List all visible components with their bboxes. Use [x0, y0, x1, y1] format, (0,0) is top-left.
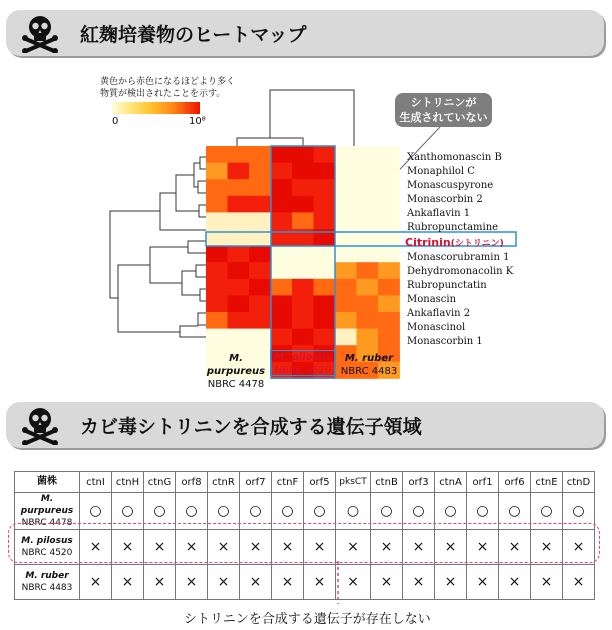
- gene-presence-cell: ×: [176, 530, 208, 565]
- heatmap-cell: [292, 212, 314, 229]
- gene-presence-cell: ×: [304, 565, 336, 600]
- gene-header: pksCT: [336, 472, 371, 493]
- section-banner-gene-region: [6, 402, 604, 448]
- row-dendrogram-branch: [194, 163, 200, 187]
- gene-presence-cell: ×: [80, 530, 112, 565]
- heatmap-cell: [314, 279, 336, 296]
- heatmap-cell: [228, 196, 250, 213]
- row-label: Ankaflavin 1: [407, 208, 471, 219]
- row-dendrogram-branch: [182, 271, 200, 295]
- heatmap-cell: [335, 329, 357, 346]
- heatmap-cell: [228, 163, 250, 180]
- heatmap-cell: [249, 196, 271, 213]
- heatmap-cell: [271, 246, 293, 263]
- heatmap-cell: [314, 146, 336, 163]
- heatmap-cell: [228, 312, 250, 329]
- heatmap-cell: [271, 279, 293, 296]
- gene-presence-cell: ×: [531, 530, 563, 565]
- strain-id: NBRC 4520: [21, 548, 73, 558]
- gene-header: orf8: [176, 472, 208, 493]
- gene-presence-cell: ×: [467, 530, 499, 565]
- gene-presence-cell: ×: [272, 565, 304, 600]
- heatmap-cell: [228, 246, 250, 263]
- heatmap-cell: [271, 212, 293, 229]
- gene-header: ctnB: [371, 472, 403, 493]
- heatmap-cell: [314, 196, 336, 213]
- heatmap-cell: [249, 279, 271, 296]
- gene-header: ctnD: [563, 472, 595, 493]
- heatmap-cell: [335, 212, 357, 229]
- gene-presence-cell: ×: [208, 530, 240, 565]
- heatmap-cell: [228, 179, 250, 196]
- gene-header: ctnH: [112, 472, 144, 493]
- heatmap-cell: [249, 295, 271, 312]
- gene-presence-cell: ×: [563, 530, 595, 565]
- heatmap-cell: [206, 212, 228, 229]
- pilosus-highlight-dashed-box: [8, 523, 600, 563]
- column-header-purpureus: [200, 352, 272, 391]
- gene-presence-cell: ×: [112, 565, 144, 600]
- row-label: Monascorbin 2: [407, 194, 483, 205]
- heatmap-cell: [228, 212, 250, 229]
- gene-table-header-row: [15, 472, 595, 493]
- strain-id: NBRC 4520: [274, 365, 332, 376]
- gene-presence-cell: ○: [144, 493, 176, 530]
- row-label: Monascin: [407, 294, 457, 305]
- gene-presence-cell: ×: [467, 565, 499, 600]
- row-label: Dehydromonacolin K: [407, 266, 514, 277]
- heatmap-cell: [357, 246, 379, 263]
- skull-crossbones-icon: [20, 405, 60, 445]
- heatmap-cell: [271, 312, 293, 329]
- heatmap-cell: [271, 163, 293, 180]
- heatmap-cell: [335, 295, 357, 312]
- row-label: Monascorubramin 1: [407, 252, 510, 263]
- row-dendrogram-branch: [200, 157, 206, 169]
- gene-presence-cell: ×: [499, 565, 531, 600]
- section-title: 紅麹培養物のヒートマップ: [80, 24, 307, 46]
- gene-presence-cell: ○: [240, 493, 272, 530]
- heatmap-cell: [228, 262, 250, 279]
- heatmap-cell: [206, 163, 228, 180]
- column-header-ruber: [336, 352, 402, 378]
- heatmap-cell: [249, 262, 271, 279]
- heatmap-cell: [335, 163, 357, 180]
- gene-presence-cell: ×: [144, 565, 176, 600]
- gene-presence-cell: ×: [336, 530, 371, 565]
- heatmap-cell: [271, 262, 293, 279]
- table-row: [15, 565, 595, 600]
- row-label: Xanthomonascin B: [407, 152, 502, 163]
- heatmap-cell: [378, 295, 400, 312]
- heatmap-cell: [206, 279, 228, 296]
- gene-header: orf5: [304, 472, 336, 493]
- species-name: M. purpureus: [20, 494, 74, 516]
- gene-header: ctnR: [208, 472, 240, 493]
- color-scale-max: 10⁸: [189, 116, 206, 127]
- heatmap-cell: [378, 312, 400, 329]
- heatmap-cell: [357, 146, 379, 163]
- heatmap-cell: [314, 179, 336, 196]
- gene-header: ctnF: [272, 472, 304, 493]
- heatmap-cell: [271, 179, 293, 196]
- species-name: M. pilosus: [21, 536, 73, 546]
- heatmap-cell: [335, 262, 357, 279]
- gene-presence-cell: ○: [336, 493, 371, 530]
- gene-header: orf7: [240, 472, 272, 493]
- gene-presence-cell: ×: [176, 565, 208, 600]
- row-label: Monaphilol C: [407, 166, 475, 177]
- heatmap-cell: [357, 312, 379, 329]
- gene-presence-cell: ×: [304, 530, 336, 565]
- heatmap-cell: [357, 196, 379, 213]
- gene-presence-cell: ×: [499, 530, 531, 565]
- section-banner-heatmap: [6, 10, 604, 56]
- heatmap-cell: [206, 295, 228, 312]
- heatmap-cell: [271, 196, 293, 213]
- color-scale-min: 0: [112, 116, 119, 127]
- heatmap-cell: [228, 279, 250, 296]
- gene-presence-cell: ○: [563, 493, 595, 530]
- row-label: Ankaflavin 2: [407, 308, 471, 319]
- heatmap-cell: [292, 146, 314, 163]
- strain-cell: [15, 565, 80, 600]
- gene-presence-cell: ×: [272, 530, 304, 565]
- heatmap-cell: [292, 279, 314, 296]
- gene-absence-note: シトリニンを合成する遺伝子が存在しない: [184, 612, 431, 627]
- gene-presence-cell: ×: [563, 565, 595, 600]
- heatmap-cell: [271, 295, 293, 312]
- row-dendrogram-branch: [198, 313, 206, 325]
- heatmap-cell: [378, 196, 400, 213]
- gene-presence-cell: ×: [435, 530, 467, 565]
- heatmap-cell: [249, 163, 271, 180]
- gene-presence-cell: ○: [208, 493, 240, 530]
- gene-presence-cell: ○: [176, 493, 208, 530]
- heatmap-cell: [314, 163, 336, 180]
- heatmap-cell: [292, 196, 314, 213]
- heatmap-cell: [335, 279, 357, 296]
- callout-line: シトリニンが: [410, 96, 477, 109]
- strain-id: NBRC 4478: [207, 379, 265, 390]
- gene-presence-cell: ○: [112, 493, 144, 530]
- row-label: Rubropunctamine: [407, 222, 499, 233]
- gene-presence-cell: ○: [403, 493, 435, 530]
- heatmap-cell: [378, 246, 400, 263]
- gene-presence-cell: ×: [336, 565, 371, 600]
- heatmap-cell: [357, 212, 379, 229]
- heatmap-cell: [314, 295, 336, 312]
- citrinin-label: Citrinin: [405, 236, 451, 249]
- heatmap-cell: [228, 295, 250, 312]
- heatmap-cell: [206, 329, 228, 346]
- heatmap-cell: [249, 212, 271, 229]
- gene-presence-cell: ×: [403, 530, 435, 565]
- row-label: Monascorbin 1: [407, 336, 483, 347]
- heatmap-cell: [378, 262, 400, 279]
- heatmap-cell: [335, 312, 357, 329]
- skull-crossbones-icon: [20, 13, 60, 53]
- gene-presence-cell: ○: [435, 493, 467, 530]
- heatmap-cell: [292, 246, 314, 263]
- gene-presence-cell: ×: [240, 530, 272, 565]
- gene-header: ctnG: [144, 472, 176, 493]
- heatmap-cell: [292, 163, 314, 180]
- row-dendrogram-branch: [176, 175, 199, 211]
- gene-presence-cell: ○: [499, 493, 531, 530]
- gene-header: ctnE: [531, 472, 563, 493]
- row-dendrogram-branch: [200, 289, 206, 301]
- heatmap-cell: [206, 312, 228, 329]
- row-dendrogram-branch: [198, 181, 206, 193]
- heatmap-cell: [378, 279, 400, 296]
- heatmap-cell: [314, 246, 336, 263]
- heatmap-cell: [314, 329, 336, 346]
- gene-presence-cell: ○: [272, 493, 304, 530]
- col-dendrogram-branch: [237, 138, 303, 146]
- heatmap-cell: [378, 163, 400, 180]
- row-dendrogram-branch: [188, 241, 206, 253]
- heatmap-cell: [249, 179, 271, 196]
- heatmap-cell: [314, 262, 336, 279]
- gene-presence-cell: ○: [467, 493, 499, 530]
- species-name: M. ruber: [25, 571, 69, 581]
- strain-id: NBRC 4483: [21, 583, 73, 593]
- gene-presence-cell: ○: [304, 493, 336, 530]
- heatmap-cell: [378, 329, 400, 346]
- heatmap-cell: [271, 146, 293, 163]
- gene-header: orf6: [499, 472, 531, 493]
- heatmap-cell: [335, 196, 357, 213]
- gene-presence-cell: ×: [144, 530, 176, 565]
- heatmap-cell: [292, 312, 314, 329]
- heatmap-cell: [206, 179, 228, 196]
- gene-header: ctnI: [80, 472, 112, 493]
- gene-presence-cell: ×: [112, 530, 144, 565]
- heatmap-cell: [249, 146, 271, 163]
- gene-presence-cell: ×: [208, 565, 240, 600]
- legend-caption-line: 物質が検出されたことを示す。: [100, 89, 226, 99]
- gene-presence-cell: ○: [80, 493, 112, 530]
- heatmap-cell: [357, 163, 379, 180]
- species-name: M. pilosus: [274, 352, 332, 363]
- heatmap-cell: [292, 329, 314, 346]
- heatmap-cell: [249, 329, 271, 346]
- heatmap-cell: [335, 246, 357, 263]
- species-name: M. ruber: [344, 353, 394, 364]
- heatmap-cell: [357, 295, 379, 312]
- heatmap-cell: [378, 146, 400, 163]
- heatmap-cell: [249, 312, 271, 329]
- species-name: M. purpureus: [206, 353, 266, 377]
- column-header-pilosus: [270, 350, 336, 376]
- strain-id: NBRC 4483: [340, 366, 398, 377]
- callout-line: 生成されていない: [399, 111, 488, 124]
- strain-id: NBRC 4478: [21, 518, 73, 528]
- heatmap-cell: [206, 146, 228, 163]
- heatmap-cell: [292, 295, 314, 312]
- row-label: Rubropunctatin: [407, 280, 487, 291]
- heatmap-cell: [357, 329, 379, 346]
- row-label-citrinin: [405, 236, 504, 249]
- gene-presence-cell: ×: [371, 530, 403, 565]
- heatmap-cell: [314, 312, 336, 329]
- row-dendrogram-branch: [118, 265, 180, 332]
- heatmap-cell: [314, 212, 336, 229]
- gene-presence-cell: ×: [371, 565, 403, 600]
- heatmap-cell: [357, 179, 379, 196]
- heatmap-cell: [249, 246, 271, 263]
- corner-header: 菌株: [15, 472, 80, 493]
- heatmap-cell: [228, 329, 250, 346]
- heatmap-cell: [378, 179, 400, 196]
- heatmap-cell: [206, 196, 228, 213]
- heatmap-cell: [335, 146, 357, 163]
- gene-presence-cell: ×: [531, 565, 563, 600]
- gene-header: ctnA: [435, 472, 467, 493]
- heatmap-cell: [292, 179, 314, 196]
- row-label: Monascinol: [407, 322, 466, 333]
- heatmap-cell: [271, 329, 293, 346]
- gene-presence-cell: ×: [240, 565, 272, 600]
- gene-presence-cell: ×: [435, 565, 467, 600]
- gene-header: orf1: [467, 472, 499, 493]
- heatmap-cell: [357, 279, 379, 296]
- gene-presence-cell: ×: [403, 565, 435, 600]
- heatmap-cell: [228, 146, 250, 163]
- gene-presence-cell: ×: [80, 565, 112, 600]
- section-title: カビ毒シトリニンを合成する遺伝子領域: [80, 416, 422, 438]
- row-label: Monascuspyrone: [407, 180, 494, 191]
- heatmap-cell: [357, 262, 379, 279]
- citrinin-jp-label: (シトリニン): [450, 239, 504, 249]
- gene-presence-cell: ○: [531, 493, 563, 530]
- heatmap-cell: [335, 179, 357, 196]
- heatmap-cell: [206, 246, 228, 263]
- row-dendrogram-branch: [199, 205, 206, 217]
- gene-header: orf3: [403, 472, 435, 493]
- gene-presence-cell: ○: [371, 493, 403, 530]
- row-dendrogram-branch: [180, 326, 206, 337]
- heatmap-cell: [206, 262, 228, 279]
- heatmap-cell: [292, 262, 314, 279]
- heatmap-cell: [378, 212, 400, 229]
- legend-caption-line: 黄色から赤色になるほどより多く: [100, 77, 236, 87]
- row-dendrogram-branch: [196, 265, 206, 277]
